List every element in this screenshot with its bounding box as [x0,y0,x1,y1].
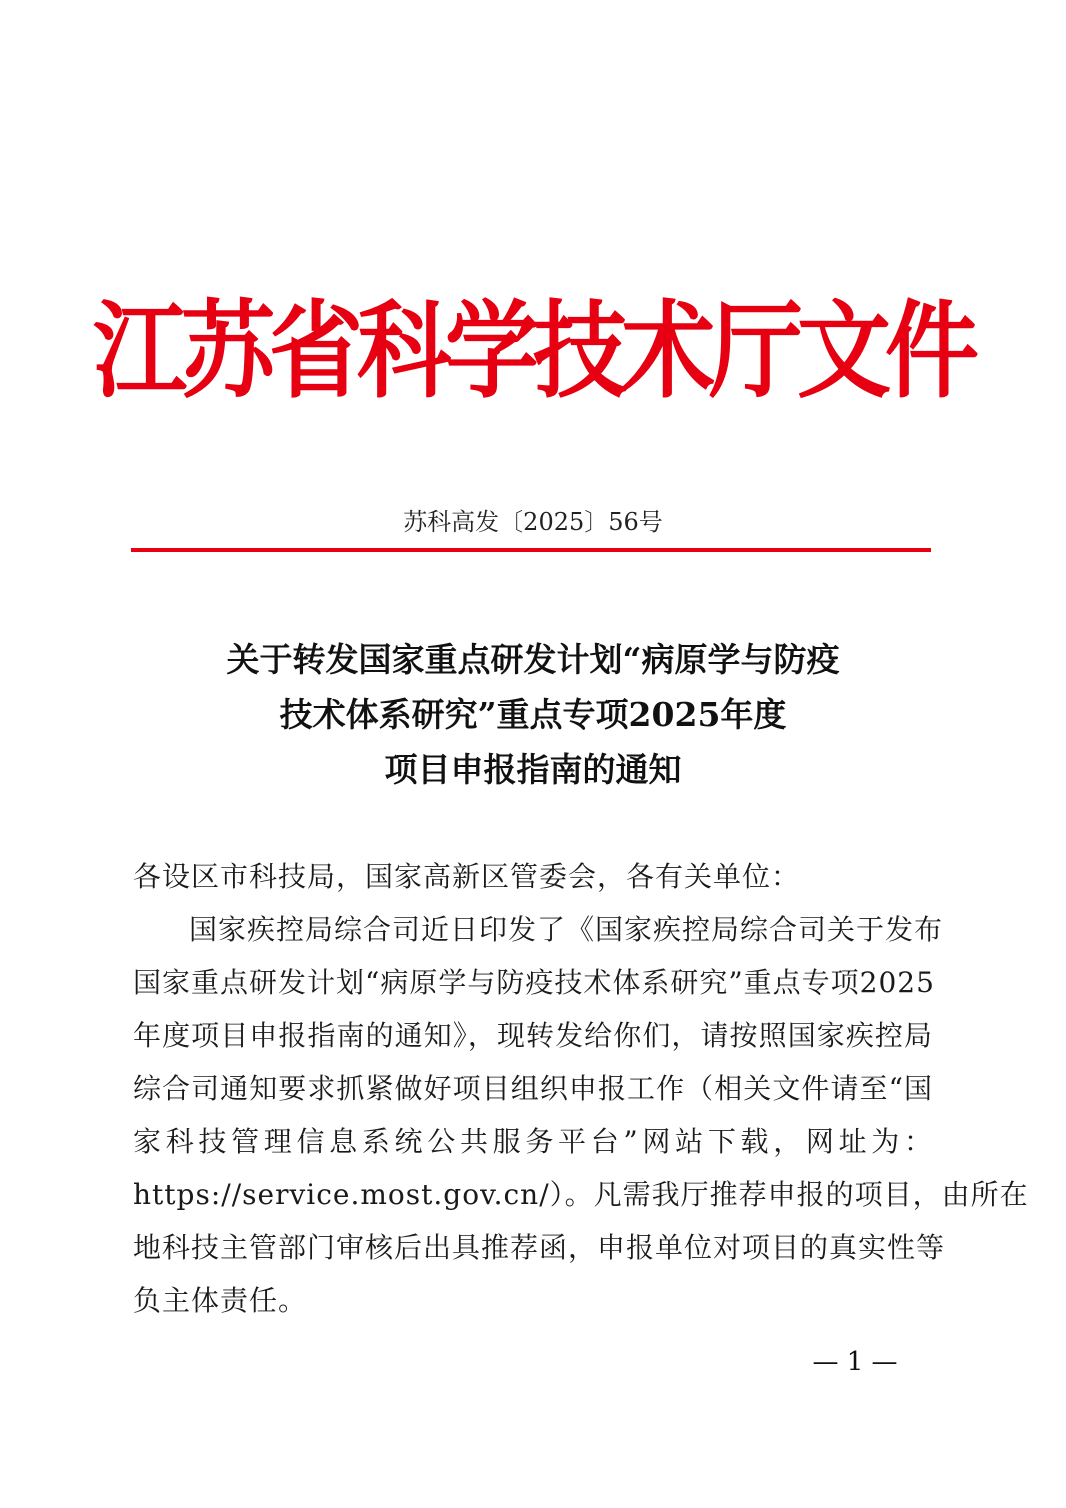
paragraph-line: 国家重点研发计划“病原学与防疫技术体系研究”重点专项2025 [133,966,935,999]
title-line-3: 项目申报指南的通知 [384,750,682,789]
paragraph-line: 家科技管理信息系统公共服务平台”网站下载，网址为： [133,1125,933,1158]
document-title [100,632,966,797]
salutation: 各设区市科技局，国家高新区管委会，各有关单位： [133,860,801,893]
document-masthead: 江苏省科学技术厅文件 [92,291,973,414]
paragraph-line: 年度项目申报指南的通知》，现转发给你们，请按照国家疾控局 [133,1019,933,1052]
paragraph-line: 地科技主管部门审核后出具推荐函，申报单位对项目的真实性等 [133,1231,946,1264]
red-divider-rule [131,548,931,552]
page-number: — 1 — [812,1347,898,1377]
document-number: 苏科高发〔2025〕56号 [403,508,663,536]
paragraph-line: 国家疾控局综合司近日印发了《国家疾控局综合司关于发布 [189,913,944,946]
paragraph-line: 负主体责任。 [133,1284,308,1317]
paragraph-line: 综合司通知要求抓紧做好项目组织申报工作（相关文件请至“国 [133,1072,933,1105]
paragraph-line-url: https://service.most.gov.cn/）。凡需我厅推荐申报的项目，由所在 [133,1178,1029,1211]
title-line-2: 技术体系研究”重点专项2025年度 [279,695,787,734]
title-line-1: 关于转发国家重点研发计划“病原学与防疫 [226,640,840,679]
document-body [133,850,1029,1327]
